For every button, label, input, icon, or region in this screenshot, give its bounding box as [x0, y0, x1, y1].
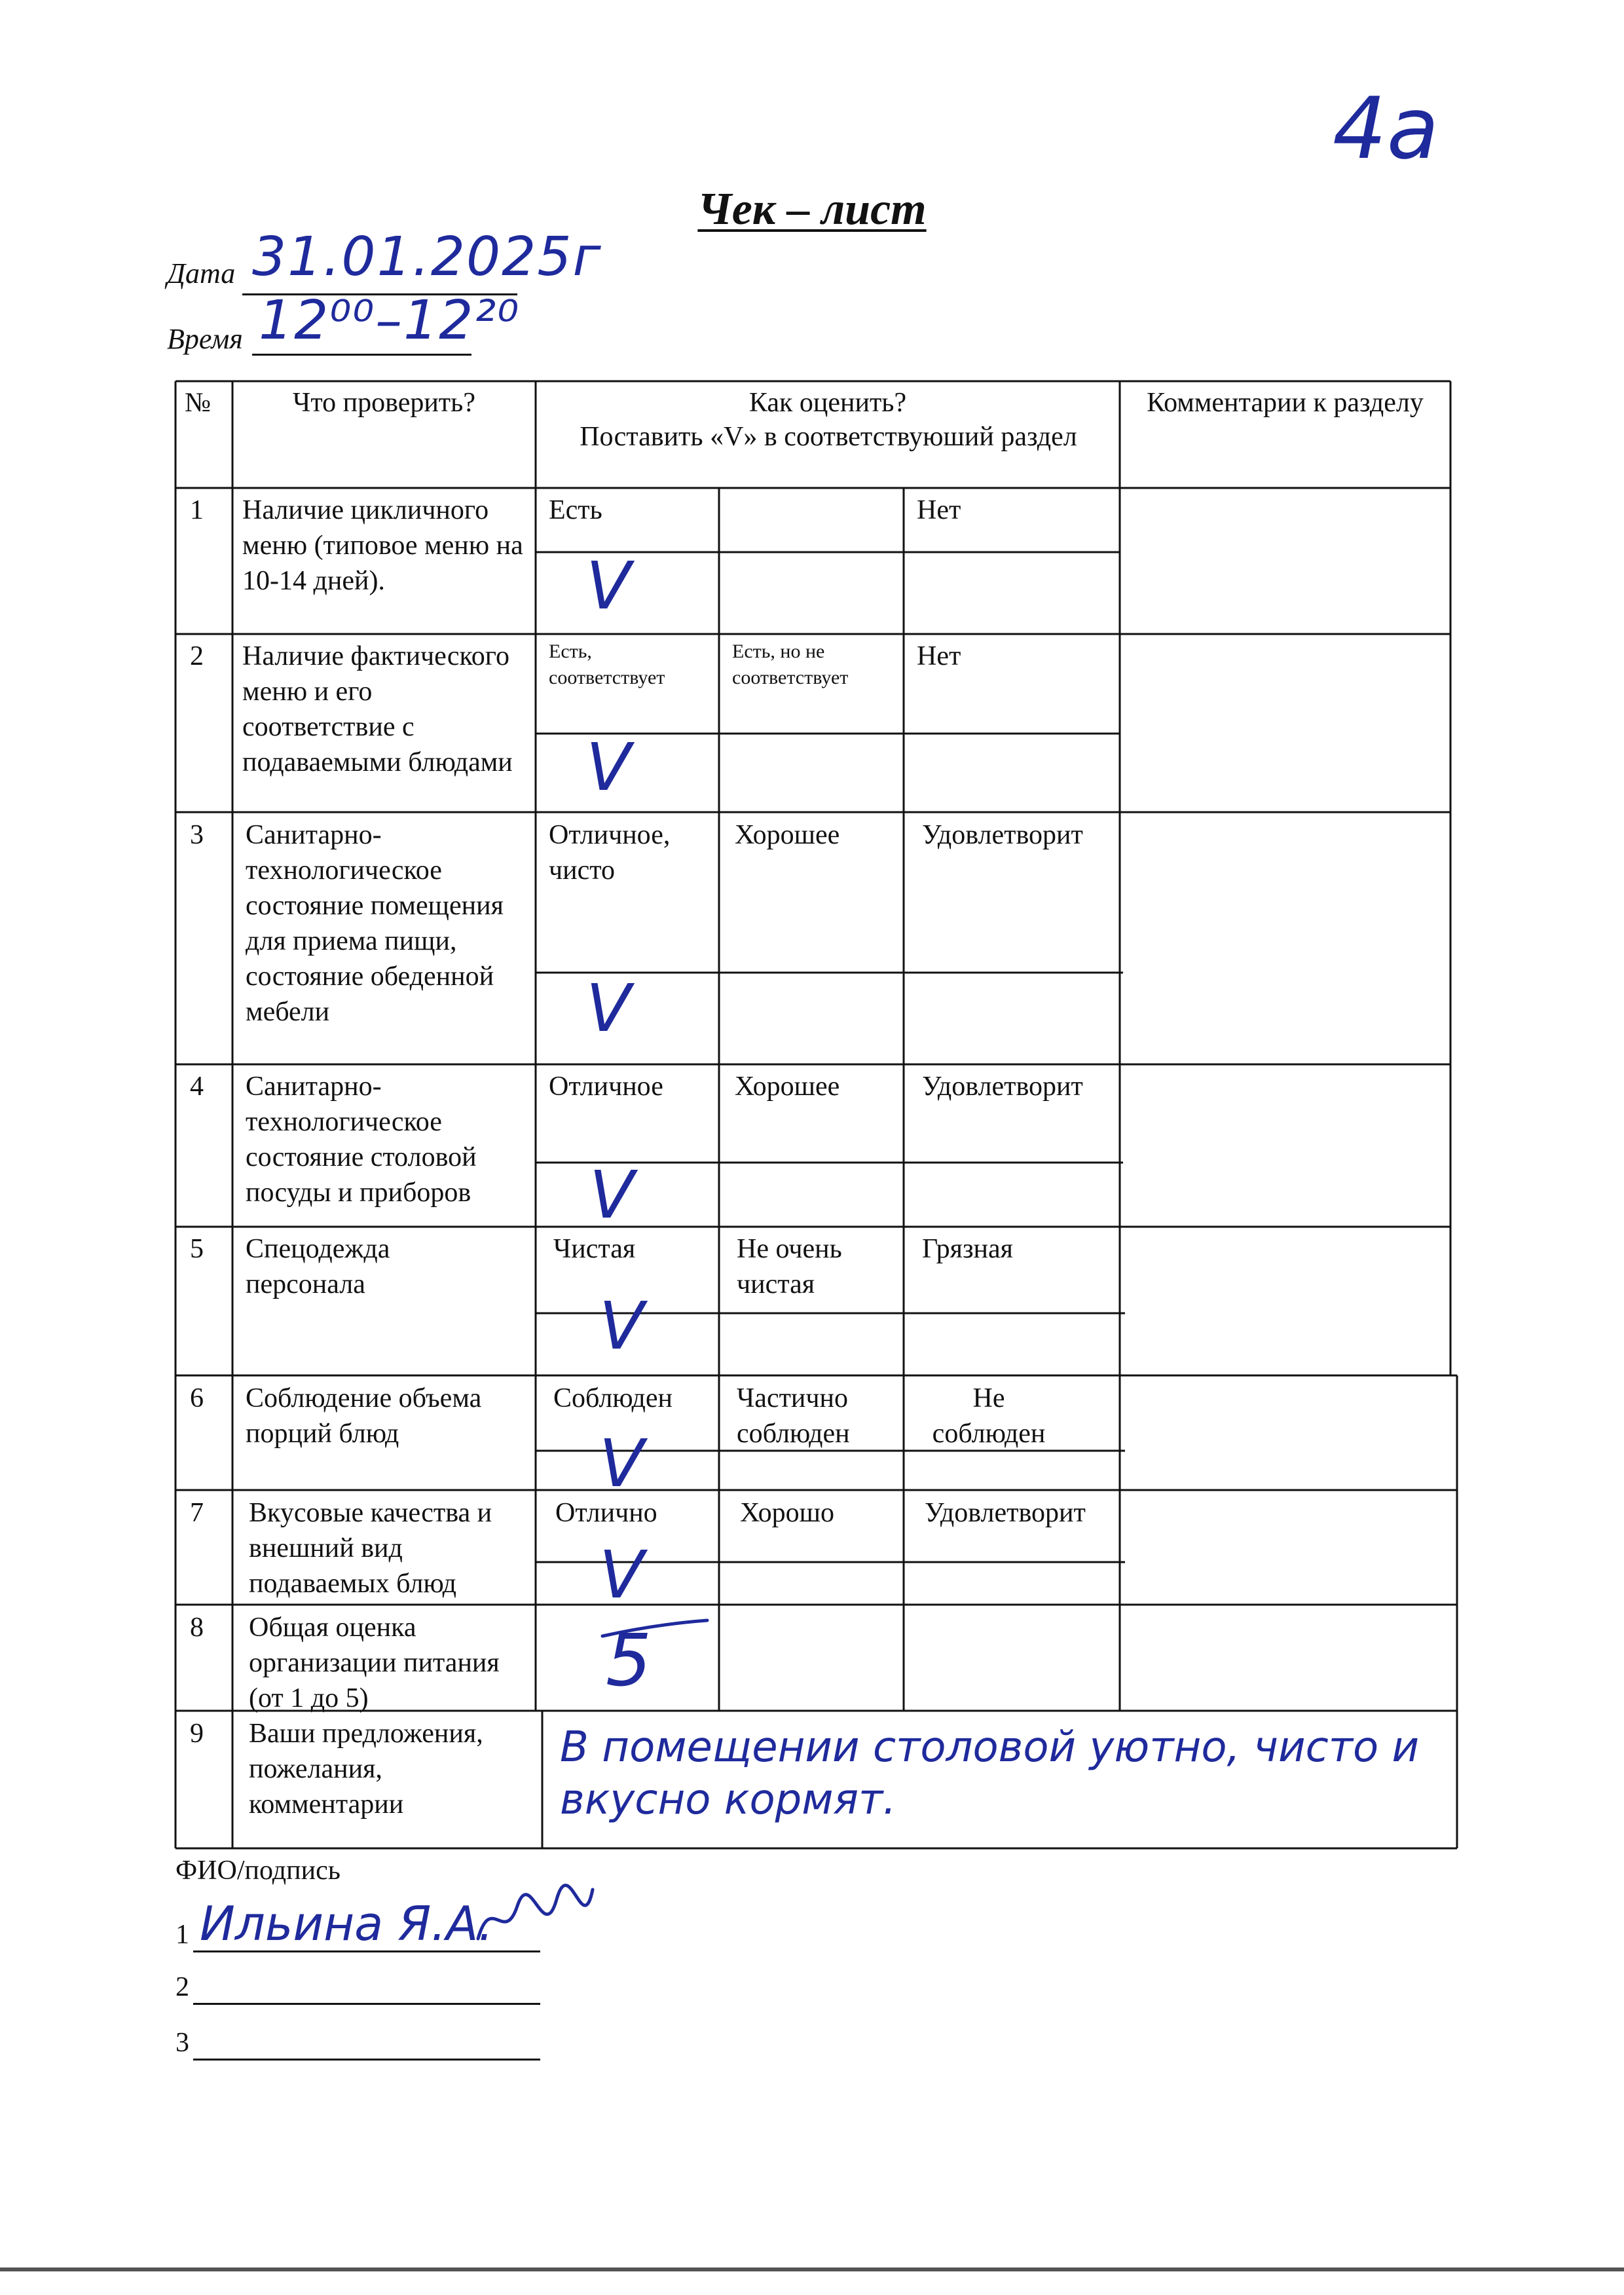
row-7-option-3: Удовлетворит [925, 1498, 1086, 1528]
row-3-option-3: Удовлетворит [922, 820, 1083, 850]
row-6-num: 6 [190, 1383, 204, 1413]
time-label: Время [167, 323, 243, 355]
row-6-item: Соблюдение объема порций блюд [246, 1383, 482, 1449]
row-7-item: Вкусовые качества и внешний вид подаваемых блюд [249, 1498, 492, 1599]
row-4-option-2: Хорошее [735, 1072, 840, 1102]
row-2-item: Наличие фактического меню и его соответствие с подаваемыми блюдами [242, 641, 513, 777]
row-3-option-1: Отличное, чисто [549, 820, 671, 886]
row-8-item: Общая оценка организации питания (от 1 до 5) [249, 1613, 500, 1713]
row-7-num: 7 [190, 1498, 204, 1528]
row-9-comment[interactable]: В помещении столовой уютно, чисто и вкусно кормят. [560, 1723, 1420, 1824]
row-6-option-3: Не соблюден [932, 1383, 1046, 1449]
page-title-text: Чек – лист [697, 184, 927, 234]
signature-scribble [471, 1880, 602, 1958]
signature-line-2-num: 2 [175, 1972, 189, 2002]
row-7-option-1: Отлично [555, 1498, 657, 1528]
date-label: Дата [167, 257, 236, 289]
row-4-option-3: Удовлетворит [922, 1072, 1083, 1102]
row-5-option-2: Не очень чистая [737, 1234, 842, 1299]
row-4-option-1: Отличное [549, 1072, 663, 1102]
row-5-option-1: Чистая [553, 1234, 636, 1264]
signature-line-1-value[interactable]: Ильина Я.А. [200, 1896, 494, 1951]
row-9-item: Ваши предложения, пожелания, комментарии [249, 1719, 483, 1819]
row-8-num: 8 [190, 1613, 204, 1643]
row-2-option-3: Нет [917, 641, 961, 671]
row-6-check-mark[interactable]: V [599, 1425, 644, 1502]
row-5-option-3: Грязная [922, 1234, 1013, 1264]
row-3-check-mark[interactable]: V [586, 970, 631, 1047]
time-value[interactable]: 12⁰⁰–12²⁰ [259, 289, 521, 352]
row-2-option-2: Есть, но не соответствует [732, 641, 849, 688]
row-1-option-1: Есть [549, 495, 602, 525]
row-5-item: Спецодежда персонала [246, 1234, 390, 1299]
signature-label: ФИО/подпись [175, 1856, 341, 1886]
header-comments: Комментарии к разделу [1147, 388, 1424, 418]
row-6-option-1: Соблюден [553, 1383, 673, 1413]
row-1-option-3: Нет [917, 495, 961, 525]
row-1-num: 1 [190, 495, 204, 525]
row-1-check-mark[interactable]: V [586, 548, 631, 624]
row-7-option-2: Хорошо [740, 1498, 835, 1528]
row-9-num: 9 [190, 1719, 204, 1749]
row-2-option-1: Есть, соответствует [549, 641, 665, 688]
row-6-option-2: Частично соблюден [737, 1383, 850, 1449]
row-1-item: Наличие цикличного меню (типовое меню на 10-14 дней). [242, 495, 523, 596]
header-what: Что проверить? [293, 388, 475, 418]
row-3-num: 3 [190, 820, 204, 850]
row-2-num: 2 [190, 641, 204, 671]
row-8-score[interactable]: 5 [606, 1618, 652, 1702]
row-5-num: 5 [190, 1234, 204, 1264]
row-4-num: 4 [190, 1072, 204, 1102]
signature-line-3 [193, 2059, 540, 2061]
header-num: № [185, 388, 212, 418]
row-3-option-2: Хорошее [735, 820, 840, 850]
row-5-check-mark[interactable]: V [599, 1288, 644, 1364]
header-how: Как оценить? [748, 388, 907, 418]
row-8-score-stroke [596, 1611, 740, 1651]
date-value[interactable]: 31.01.2025г [252, 226, 602, 288]
signature-line-2 [193, 2003, 540, 2005]
row-7-check-mark[interactable]: V [599, 1537, 644, 1613]
signature-line-3-num: 3 [175, 2028, 189, 2058]
row-4-item: Санитарно-технологическое состояние столовой посуды и приборов [246, 1072, 477, 1208]
signature-line-1-num: 1 [175, 1920, 189, 1950]
row-2-check-mark[interactable]: V [586, 729, 631, 806]
header-how-sub: Поставить «V» в соответствуюший раздел [580, 422, 1077, 452]
row-3-item: Санитарно-технологическое состояние помещения для приема пищи, состояние обеденной мебели [246, 820, 504, 1027]
scan-bottom-edge [0, 2267, 1624, 2271]
corner-mark: 4а [1333, 79, 1439, 178]
row-4-check-mark[interactable]: V [589, 1157, 635, 1233]
